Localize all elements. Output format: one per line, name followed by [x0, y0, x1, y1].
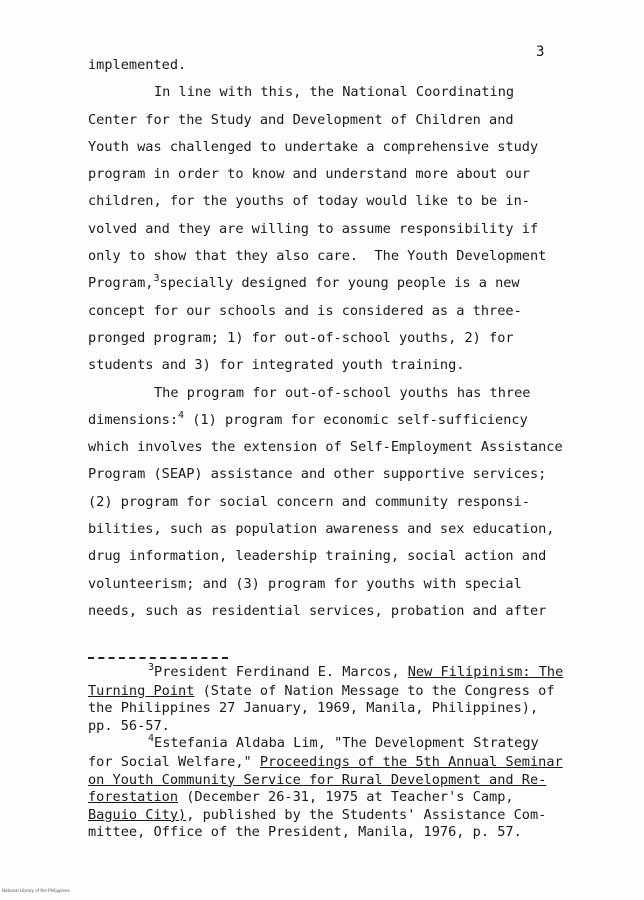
- footnote-text: (December 26-31, 1975 at Teacher's Camp,: [178, 789, 514, 806]
- footnote-ref-3: 3: [153, 273, 160, 285]
- footnote-title: Turning Point: [88, 682, 195, 699]
- text-line: pronged program; 1) for out-of-school youths, 2) for: [88, 329, 514, 346]
- footnote-marker: 3: [148, 662, 155, 673]
- text-line: implemented.: [88, 57, 187, 73]
- text-line: Program (SEAP) assistance and other supportive services;: [88, 466, 547, 483]
- footnote-author: President Ferdinand E. Marcos,: [154, 664, 400, 680]
- footnote-line: the Philippines 27 January, 1969, Manila, Philippines),: [88, 700, 539, 717]
- footnote-text: (State of Nation Message to the Congress of: [194, 682, 555, 699]
- text-line: concept for our schools and is considered as a three-: [88, 302, 522, 319]
- footnote-title: forestation: [88, 789, 179, 806]
- text-line: students and 3) for integrated youth training.: [88, 357, 465, 374]
- text-line: program in order to know and understand more about our: [88, 166, 530, 183]
- text-line: which involves the extension of Self-Employment Assistance: [88, 439, 563, 456]
- text-line-rest: (1) program for economic self-sufficiency: [184, 411, 528, 428]
- text-line: Center for the Study and Development of Children and: [88, 111, 514, 128]
- page-number: 3: [536, 44, 545, 60]
- footnote-line: pp. 56-57.: [88, 717, 170, 734]
- footnote-ref-4: 4: [178, 409, 185, 421]
- text-line: Youth was challenged to undertake a comprehensive study: [88, 138, 539, 155]
- text-line: children, for the youths of today would like to be in-: [88, 193, 530, 210]
- footnote-line: [88, 754, 588, 772]
- dimensions-word: dimensions:: [88, 411, 179, 428]
- text-line: In line with this, the National Coordinating: [154, 84, 515, 101]
- text-line: drug information, leadership training, social action and: [88, 548, 547, 565]
- footnote-4: [88, 735, 588, 754]
- footnote-title: Baguio City): [88, 806, 187, 823]
- footnote-line: [88, 683, 588, 701]
- text-line: The program for out-of-school youths has three: [154, 384, 531, 401]
- library-stamp: National Library of the Philippines: [2, 888, 70, 893]
- footnotes: [88, 664, 588, 842]
- footnote-title: New Filipinism: The: [407, 664, 564, 680]
- text-line: volved and they are willing to assume responsibility if: [88, 220, 539, 237]
- footnote-text: , published by the Students' Assistance Com-: [186, 806, 547, 823]
- text-line: only to show that they also care. The Youth Development: [88, 248, 547, 265]
- footnote-line: mittee, Office of the President, Manila, 1976, p. 57.: [88, 824, 522, 841]
- text-line: [88, 407, 578, 434]
- footnote-line: [88, 807, 588, 825]
- text-line-rest: specially designed for young people is a new: [159, 275, 520, 292]
- text-line: [88, 270, 578, 297]
- text-line: needs, such as residential services, probation and after: [88, 602, 547, 619]
- text-line: volunteerism; and (3) program for youths with special: [88, 575, 522, 592]
- footnote-text: Estefania Aldaba Lim, "The Development Strategy: [154, 735, 539, 752]
- text-line: bilities, such as population awareness and sex education,: [88, 521, 555, 538]
- footnote-line: [88, 789, 588, 807]
- footnote-title: Proceedings of the 5th Annual Seminar: [259, 753, 563, 770]
- footnote-line: on Youth Community Service for Rural Development and Re-: [88, 771, 547, 788]
- body-text: [88, 52, 578, 625]
- footnote-text: for Social Welfare,": [88, 753, 260, 770]
- footnote-divider: [88, 657, 228, 659]
- footnote-3: [88, 664, 588, 683]
- footnote-marker: 4: [148, 733, 155, 745]
- text-line: (2) program for social concern and community responsi-: [88, 493, 530, 510]
- program-word: Program,: [88, 275, 154, 292]
